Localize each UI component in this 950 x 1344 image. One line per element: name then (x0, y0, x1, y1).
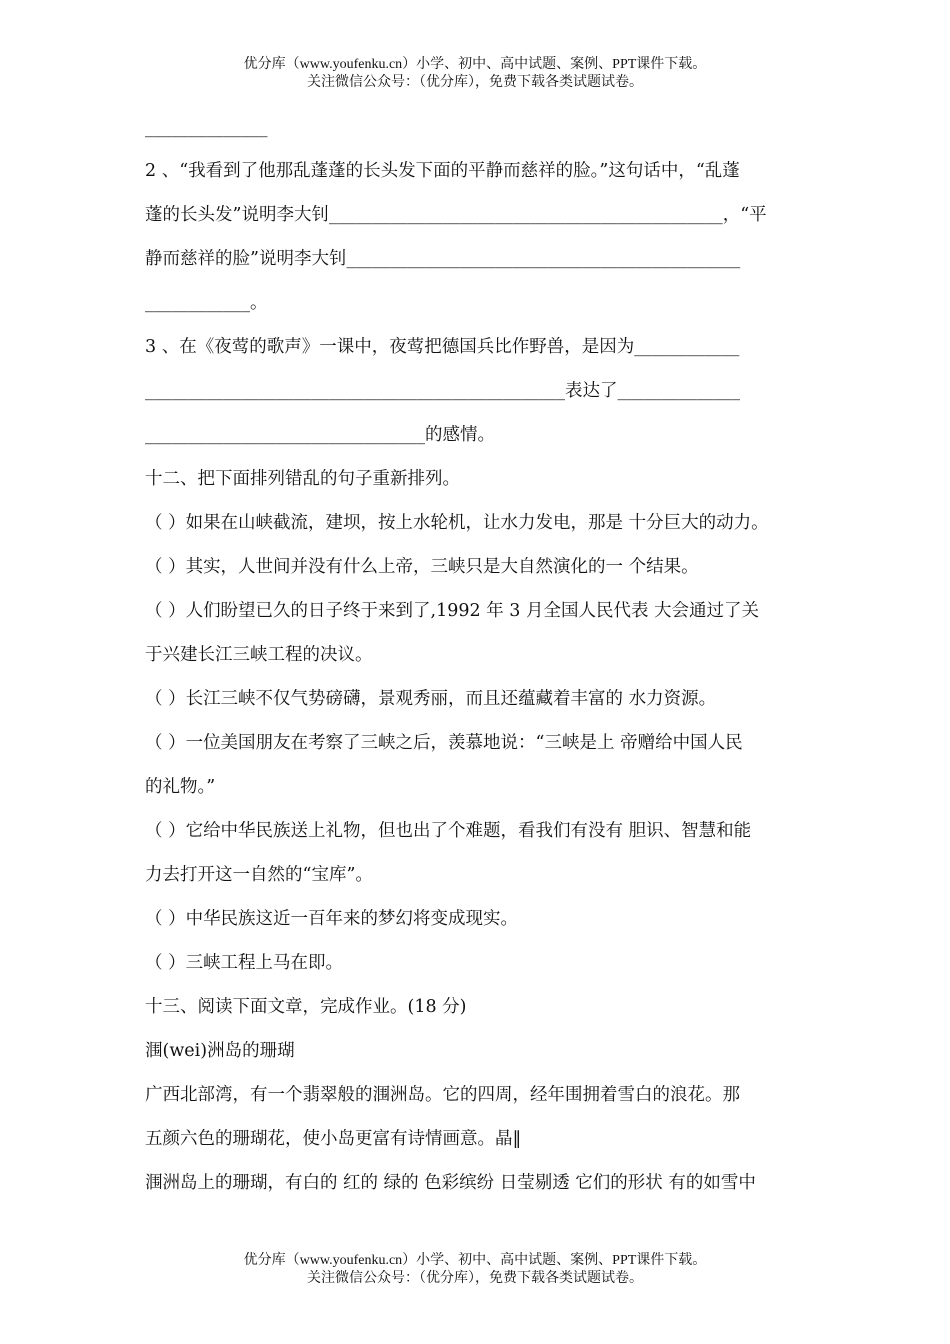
sentence-item-6-cont: 力去打开这一自然的“宝库”。 (145, 865, 373, 885)
article-paragraph-1-line-1: 广西北部湾，有一个翡翠般的涠洲岛。它的四周，经年围拥着雪白的浪花。那 (145, 1085, 740, 1105)
sentence-item-7: （ ）中华民族这近一百年来的梦幻将变成现实。 (145, 909, 519, 929)
sentence-item-5: （ ）一位美国朋友在考察了三峡之后，羡慕地说：“三峡是上 帝赠给中国人民 (145, 733, 743, 753)
header-line-2: 关注微信公众号：（优分库），免费下载各类试题试卷。 (307, 75, 643, 90)
sentence-item-1: （ ）如果在山峡截流，建坝，按上水轮机，让水力发电，那是 十分巨大的动力。 (145, 513, 769, 533)
sentence-item-3: （ ）人们盼望已久的日子终于来到了,1992 年 3 月全国人民代表 大会通过了关 (145, 601, 760, 621)
section-13-heading: 十三、阅读下面文章，完成作业。(18 分) (145, 997, 467, 1017)
question-2-line-1: 2 、“我看到了他那乱蓬蓬的长头发下面的平静而慈祥的脸。”这句话中，“乱蓬 (145, 161, 740, 181)
section-12-heading: 十二、把下面排列错乱的句子重新排列。 (145, 469, 460, 489)
question-2-line-3: 静而慈祥的脸”说明李大钊_____________________________________________ (145, 249, 741, 269)
sentence-item-8: （ ）三峡工程上马在即。 (145, 953, 344, 973)
sentence-item-4: （ ）长江三峡不仅气势磅礴，景观秀丽，而且还蕴藏着丰富的 水力资源。 (145, 689, 717, 709)
question-3-line-3: ________________________________的感情。 (145, 425, 495, 445)
question-3-line-2: ________________________________________________表达了______________ (145, 381, 740, 401)
sentence-item-6: （ ）它给中华民族送上礼物，但也出了个难题，看我们有没有 胆识、智慧和能 (145, 821, 752, 841)
question-2-line-2: 蓬的长头发”说明李大钊_____________________________________________，“平 (145, 205, 767, 225)
question-3-line-1: 3 、在《夜莺的歌声》一课中，夜莺把德国兵比作野兽，是因为____________ (145, 337, 740, 357)
article-title: 涠(wei)洲岛的珊瑚 (145, 1041, 295, 1061)
answer-blank-line: ______________ (145, 118, 268, 138)
question-2-line-4: ____________。 (145, 293, 268, 313)
header-line-1: 优分库（www.youfenku.cn）小学、初中、高中试题、案例、PPT课件下载。 (243, 57, 707, 72)
footer-line-2: 关注微信公众号：（优分库），免费下载各类试题试卷。 (307, 1271, 643, 1286)
sentence-item-2: （ ）其实，人世间并没有什么上帝，三峡只是大自然演化的一 个结果。 (145, 557, 699, 577)
article-paragraph-1-line-2: 五颜六色的珊瑚花，使小岛更富有诗情画意。晶‖ (145, 1129, 522, 1149)
page-header (0, 56, 950, 92)
page-footer (0, 1252, 950, 1288)
footer-line-1: 优分库（www.youfenku.cn）小学、初中、高中试题、案例、PPT课件下载。 (243, 1253, 707, 1268)
sentence-item-5-cont: 的礼物。” (145, 777, 216, 797)
article-paragraph-2-line-1: 涠洲岛上的珊瑚，有白的 红的 绿的 色彩缤纷 日莹剔透 它们的形状 有的如雪中 (145, 1173, 756, 1193)
sentence-item-3-cont: 于兴建长江三峡工程的决议。 (145, 645, 373, 665)
